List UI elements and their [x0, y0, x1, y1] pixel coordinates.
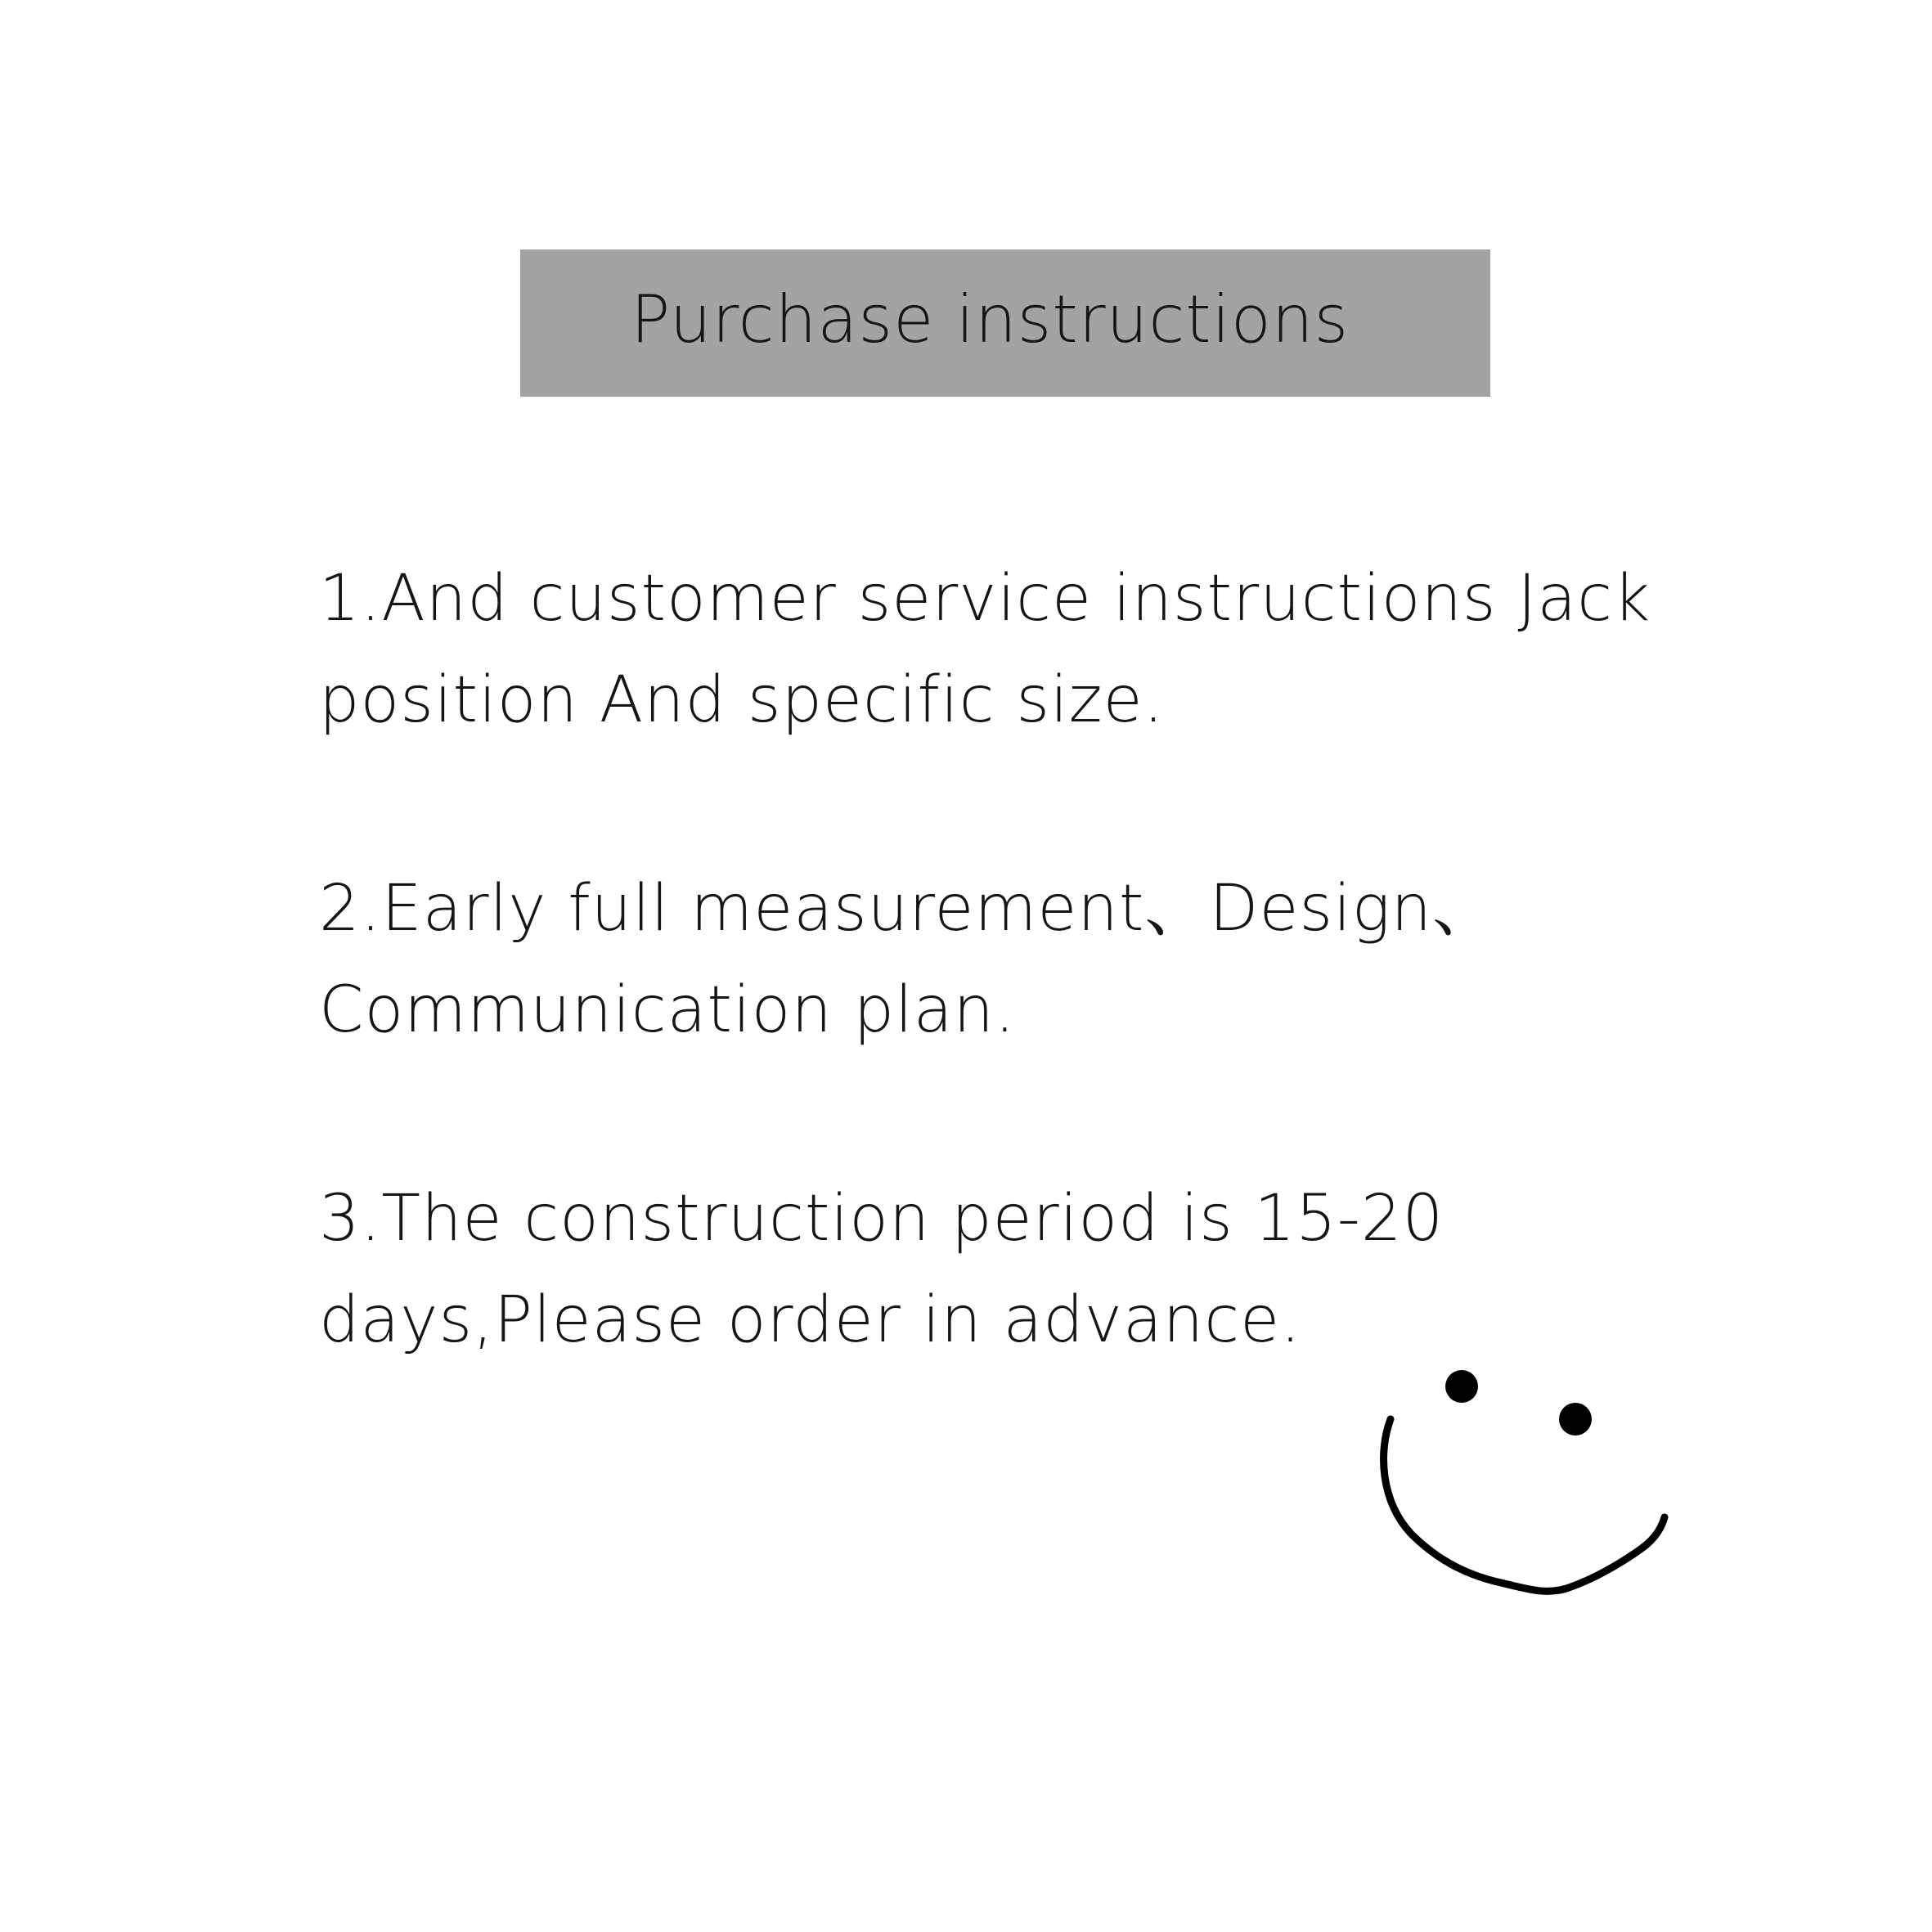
smiley-mouth — [1384, 1419, 1665, 1591]
page-title: Purchase instructions — [631, 281, 1350, 357]
instruction-3-line-1: 3.The construction period is 15-20 — [319, 1182, 1445, 1256]
instruction-2-line-2: Communication plan. — [319, 973, 1016, 1047]
instruction-list — [319, 548, 1710, 1478]
instruction-3-line-2: days,Please order in advance. — [319, 1283, 1301, 1357]
smiley-face-icon — [1341, 1350, 1685, 1620]
smiley-left-eye — [1445, 1370, 1478, 1403]
instruction-item-2 — [319, 858, 1710, 1061]
title-banner — [520, 249, 1490, 397]
instruction-item-3 — [319, 1168, 1710, 1371]
instruction-1-line-1: 1.And customer service instructions Jack — [319, 562, 1651, 636]
instruction-2-line-1: 2.Early full measurement、Design、 — [319, 872, 1497, 946]
instruction-1-line-2: position And specific size. — [319, 663, 1165, 737]
smiley-right-eye — [1559, 1403, 1592, 1436]
instruction-item-1 — [319, 548, 1710, 751]
